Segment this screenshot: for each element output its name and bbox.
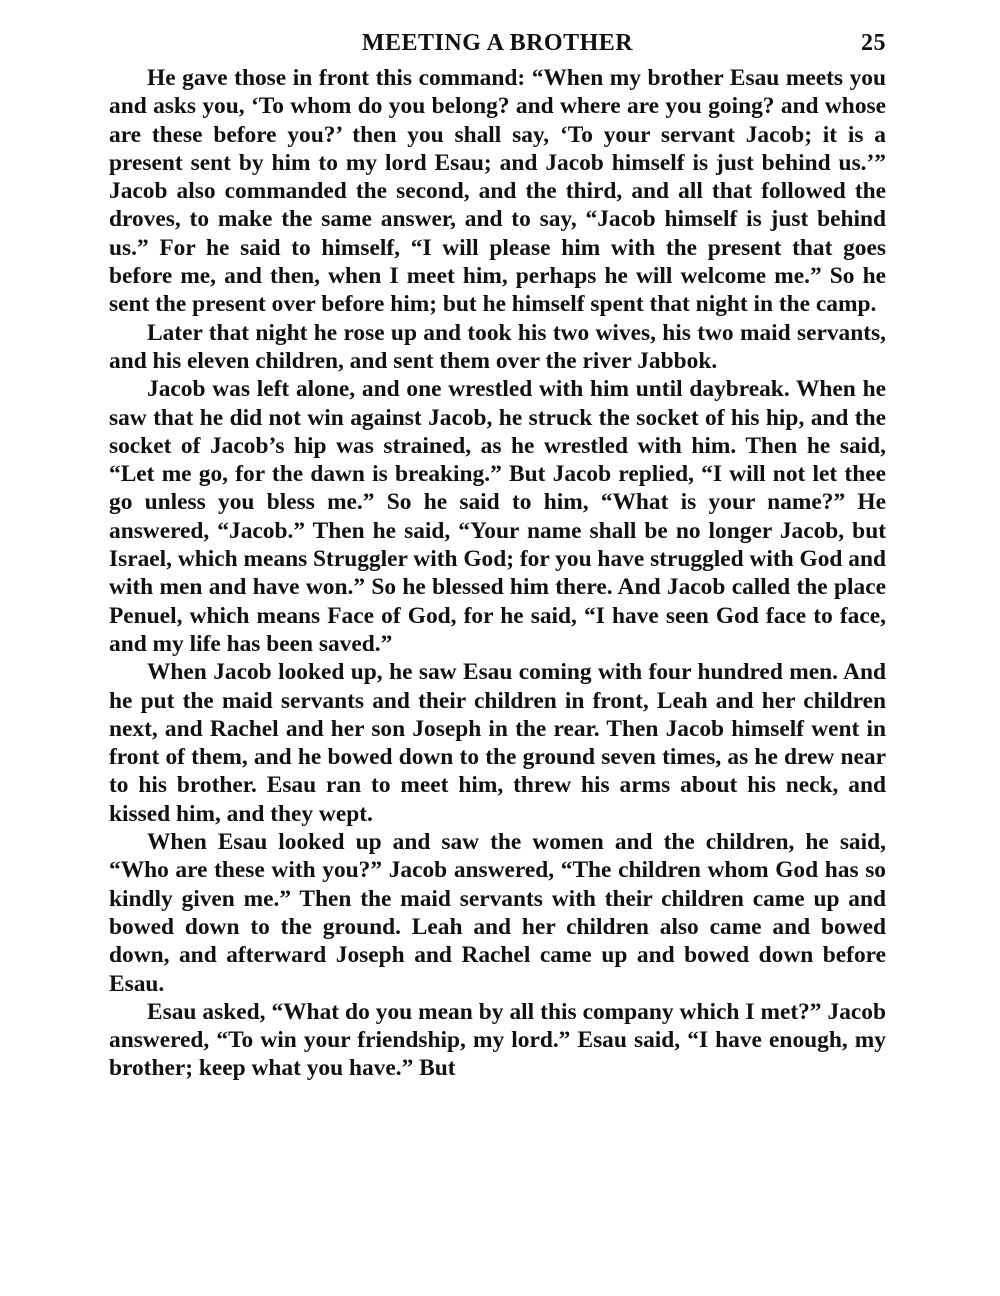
page-header	[109, 28, 886, 64]
running-head: MEETING A BROTHER	[361, 30, 634, 56]
paragraph-crossing-jabbok: Later that night he rose up and took his two wives, his two maid servants, and his eleven children, and sent them over the river Jabbok.	[109, 319, 886, 374]
body-text	[109, 64, 886, 1083]
paragraph-company-question: Esau asked, “What do you mean by all this company which I met?” Jacob answered, “To win your friendship, my lord.” Esau said, “I have enough, my brother; keep what you have.” But	[109, 998, 886, 1082]
paragraph-esau-approaches: When Jacob looked up, he saw Esau coming with four hundred men. And he put the maid servants and their children in front, Leah and her children next, and Rachel and her son Joseph in the rear. Then Jacob himself went in front of them, and he bowed down to the ground seven times, as he drew near to his brother. Esau ran to meet him, threw his arms about his neck, and kissed him, and they wept.	[109, 659, 886, 827]
paragraph-wrestling: Jacob was left alone, and one wrestled with him until daybreak. When he saw that he did not win against Jacob, he struck the socket of his hip, and the socket of Jacob’s hip was strained, as he wrestled with him. Then he said, “Let me go, for the dawn is breaking.” But Jacob replied, “I will not let thee go unless you bless me.” So he said to him, “What is your name?” He answered, “Jacob.” Then he said, “Your name shall be no longer Jacob, but Israel, which means Struggler with God; for you have struggled with God and with men and have won.” So he blessed him there. And Jacob called the place Penuel, which means Face of God, for he said, “I have seen God face to face, and my life has been saved.”	[109, 376, 886, 657]
book-page	[109, 28, 886, 1083]
paragraph-esau-command: He gave those in front this command: “When my brother Esau meets you and asks you, ‘To whom do you belong? and where are you going? and whose are these before you?’ then you shall say, ‘To your servant Jacob; it is a present sent by him to my lord Esau; and Jacob himself is just behind us.’” Jacob also commanded the second, and the third, and all that followed the droves, to make the same answer, and to say, “Jacob himself is just behind us.” For he said to himself, “I will please him with the present that goes before me, and then, when I meet him, perhaps he will welcome me.” So he sent the present over before him; but he himself spent that night in the camp.	[109, 65, 886, 318]
page-number: 25	[861, 30, 886, 56]
paragraph-women-and-children: When Esau looked up and saw the women and the children, he said, “Who are these with you?” Jacob answered, “The children whom God has so kindly given me.” Then the maid servants with their children came up and bowed down to the ground. Leah and her children also came and bowed down, and afterward Joseph and Rachel came up and bowed down before Esau.	[109, 829, 886, 997]
